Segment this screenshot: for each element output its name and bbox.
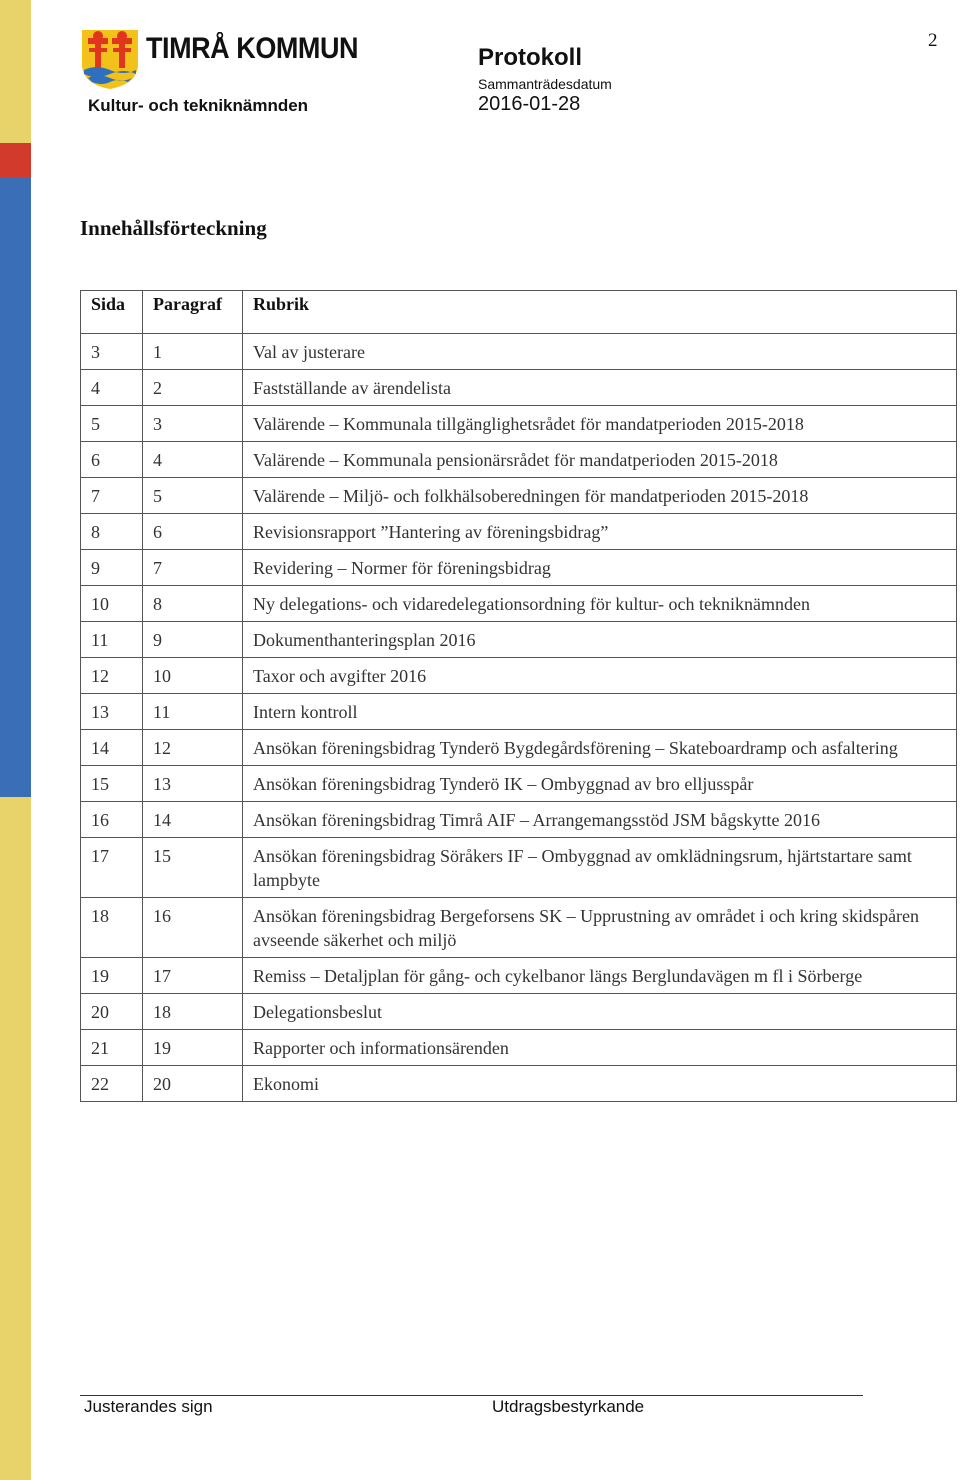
cell-title: Dokumenthanteringsplan 2016 [243, 622, 957, 658]
cell-page: 11 [81, 622, 143, 658]
cell-page: 18 [81, 898, 143, 958]
cell-title: Revisionsrapport ”Hantering av föreningsbidrag” [243, 514, 957, 550]
cell-title: Val av justerare [243, 334, 957, 370]
side-bar-blue [0, 177, 31, 797]
table-row [81, 478, 957, 514]
cell-title: Ansökan föreningsbidrag Bergeforsens SK – Upprustning av området i och kring skidspåren avseende säkerhet och miljö [243, 898, 957, 958]
cell-page: 6 [81, 442, 143, 478]
table-row [81, 514, 957, 550]
cell-page: 21 [81, 1030, 143, 1066]
cell-paragraph: 11 [143, 694, 243, 730]
cell-title: Ansökan föreningsbidrag Timrå AIF – Arrangemangsstöd JSM bågskytte 2016 [243, 802, 957, 838]
cell-paragraph: 6 [143, 514, 243, 550]
col-header-paragraph: Paragraf [143, 291, 243, 334]
side-bar-red [0, 143, 31, 177]
table-row [81, 898, 957, 958]
cell-title: Intern kontroll [243, 694, 957, 730]
cell-page: 7 [81, 478, 143, 514]
cell-page: 8 [81, 514, 143, 550]
cell-paragraph: 9 [143, 622, 243, 658]
cell-page: 9 [81, 550, 143, 586]
cell-paragraph: 17 [143, 958, 243, 994]
cell-paragraph: 10 [143, 658, 243, 694]
document-title: Protokoll [478, 44, 583, 71]
toc-table [80, 290, 957, 1102]
table-row [81, 406, 957, 442]
cell-page: 5 [81, 406, 143, 442]
cell-page: 10 [81, 586, 143, 622]
cell-title: Revidering – Normer för föreningsbidrag [243, 550, 957, 586]
table-row [81, 1066, 957, 1102]
cell-page: 17 [81, 838, 143, 898]
table-row [81, 730, 957, 766]
cell-title: Rapporter och informationsärenden [243, 1030, 957, 1066]
cell-page: 13 [81, 694, 143, 730]
cell-title: Taxor och avgifter 2016 [243, 658, 957, 694]
col-header-page: Sida [81, 291, 143, 334]
table-row [81, 622, 957, 658]
cell-page: 12 [81, 658, 143, 694]
cell-page: 19 [81, 958, 143, 994]
cell-paragraph: 4 [143, 442, 243, 478]
toc-heading: Innehållsförteckning [80, 216, 267, 240]
cell-title: Remiss – Detaljplan för gång- och cykelbanor längs Berglundavägen m fl i Sörberge [243, 958, 957, 994]
committee-name: Kultur- och tekniknämnden [88, 96, 309, 115]
cell-page: 20 [81, 994, 143, 1030]
toc-body [81, 334, 957, 1102]
cell-paragraph: 7 [143, 550, 243, 586]
cell-title: Ansökan föreningsbidrag Tynderö Bygdegårdsförening – Skateboardramp och asfaltering [243, 730, 957, 766]
cell-page: 14 [81, 730, 143, 766]
cell-paragraph: 1 [143, 334, 243, 370]
meeting-date: 2016-01-28 [478, 93, 581, 115]
cell-paragraph: 8 [143, 586, 243, 622]
table-row [81, 586, 957, 622]
cell-paragraph: 12 [143, 730, 243, 766]
cell-paragraph: 2 [143, 370, 243, 406]
cell-paragraph: 18 [143, 994, 243, 1030]
side-bar-yellow-bottom [0, 797, 31, 1480]
table-row [81, 334, 957, 370]
municipality-logo [80, 28, 140, 90]
table-row [81, 658, 957, 694]
side-bar-yellow-top [0, 0, 31, 143]
cell-paragraph: 5 [143, 478, 243, 514]
footer-rule [80, 1395, 863, 1396]
table-row [81, 694, 957, 730]
table-row [81, 550, 957, 586]
meeting-date-label: Sammanträdesdatum [478, 76, 612, 92]
municipality-name: TIMRÅ KOMMUN [146, 32, 359, 65]
table-row [81, 838, 957, 898]
cell-title: Ansökan föreningsbidrag Tynderö IK – Ombyggnad av bro elljusspår [243, 766, 957, 802]
cell-title: Valärende – Kommunala tillgänglighetsrådet för mandatperioden 2015-2018 [243, 406, 957, 442]
page-number: 2 [928, 30, 938, 51]
table-row [81, 994, 957, 1030]
table-row [81, 802, 957, 838]
cell-page: 16 [81, 802, 143, 838]
cell-paragraph: 3 [143, 406, 243, 442]
cell-paragraph: 14 [143, 802, 243, 838]
footer-signature-label: Justerandes sign [84, 1397, 213, 1416]
col-header-title: Rubrik [243, 291, 957, 334]
table-row [81, 1030, 957, 1066]
table-row [81, 370, 957, 406]
table-row [81, 442, 957, 478]
cell-paragraph: 13 [143, 766, 243, 802]
toc-header-row [81, 291, 957, 334]
footer-certification-label: Utdragsbestyrkande [492, 1397, 645, 1416]
cell-title: Valärende – Kommunala pensionärsrådet för mandatperioden 2015-2018 [243, 442, 957, 478]
cell-title: Ansökan föreningsbidrag Söråkers IF – Ombyggnad av omklädningsrum, hjärtstartare samt lampbyte [243, 838, 957, 898]
cell-title: Ny delegations- och vidaredelegationsordning för kultur- och tekniknämnden [243, 586, 957, 622]
table-row [81, 958, 957, 994]
cell-title: Delegationsbeslut [243, 994, 957, 1030]
cell-paragraph: 15 [143, 838, 243, 898]
cell-paragraph: 16 [143, 898, 243, 958]
cell-title: Fastställande av ärendelista [243, 370, 957, 406]
cell-title: Ekonomi [243, 1066, 957, 1102]
table-row [81, 766, 957, 802]
cell-page: 3 [81, 334, 143, 370]
cell-title: Valärende – Miljö- och folkhälsoberedningen för mandatperioden 2015-2018 [243, 478, 957, 514]
cell-paragraph: 19 [143, 1030, 243, 1066]
cell-page: 15 [81, 766, 143, 802]
cell-page: 4 [81, 370, 143, 406]
cell-page: 22 [81, 1066, 143, 1102]
cell-paragraph: 20 [143, 1066, 243, 1102]
